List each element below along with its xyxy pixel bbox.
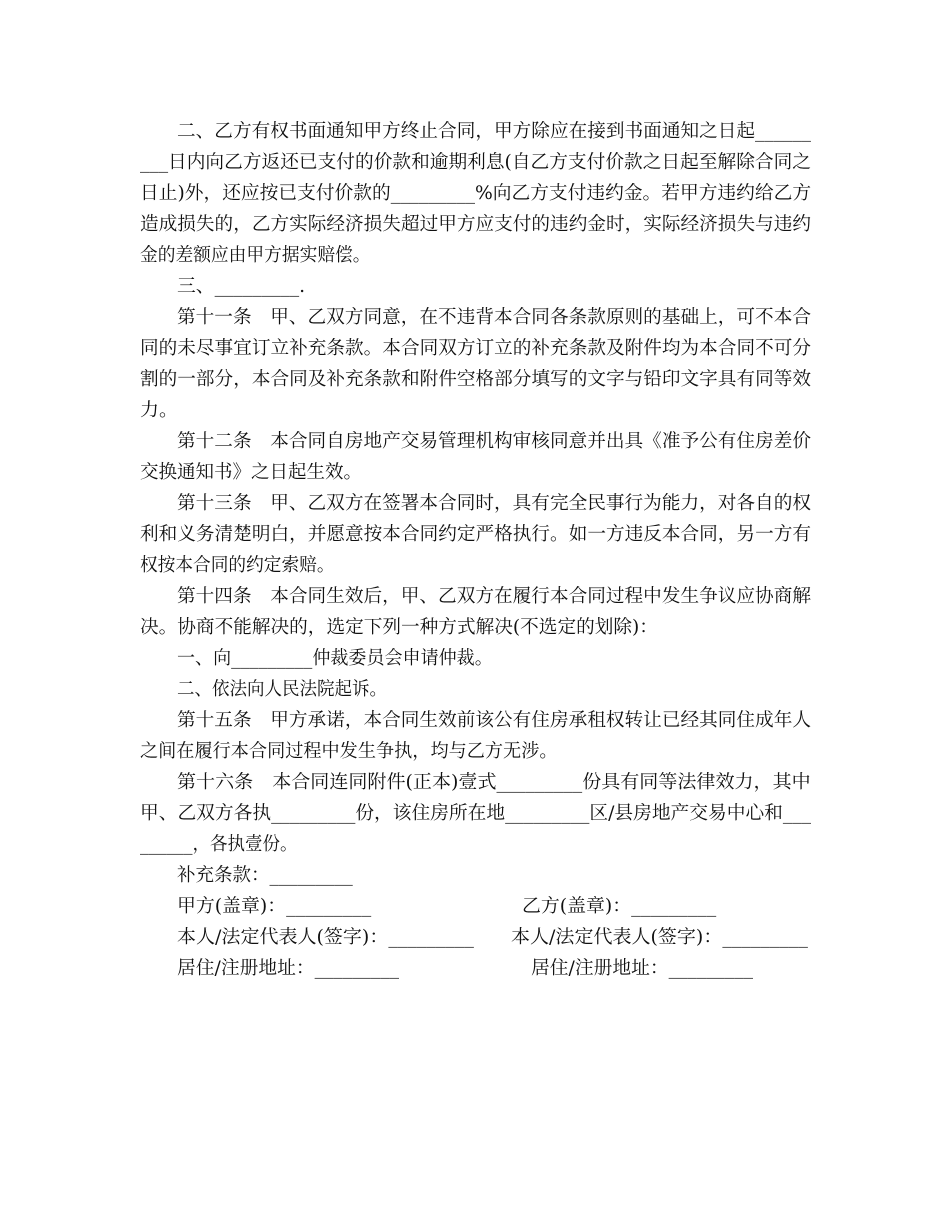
para-2-line-4: 造成损失的，乙方实际经济损失超过甲方应支付的违约金时，实际经济损失与违约 <box>140 214 812 235</box>
article-11-line-2: 同的未尽事宜订立补充条款。本合同双方订立的补充条款及附件均为本合同不可分 <box>140 338 812 359</box>
article-16-line-1: 第十六条 本合同连同附件(正本)壹式_________份具有同等法律效力，其中 <box>177 772 811 793</box>
para-2-line-3: 日止)外，还应按已支付价款的_________%向乙方支付违约金。若甲方违约给乙方 <box>140 183 812 204</box>
article-16-line-2: 甲、乙双方各执_________份，该住房所在地_________区/县房地产交易中心和___ <box>140 803 811 824</box>
party-b-representative-signature: 本人/法定代表人(签字)：_________ <box>511 927 808 948</box>
article-11-line-4: 力。 <box>140 400 179 421</box>
para-2-line-5: 金的差额应由甲方据实赔偿。 <box>140 245 371 266</box>
party-a-representative-signature: 本人/法定代表人(签字)：_________ <box>177 927 474 948</box>
party-a-address: 居住/注册地址：_________ <box>177 958 399 979</box>
option-2-litigation: 二、依法向人民法院起诉。 <box>177 679 388 700</box>
para-2-line-2: ___日内向乙方返还已支付的价款和逾期利息(自乙方支付价款之日起至解除合同之 <box>140 152 811 173</box>
article-11-line-3: 割的一部分，本合同及补充条款和附件空格部分填写的文字与铅印文字具有同等效 <box>140 369 812 390</box>
party-b-address: 居住/注册地址：_________ <box>531 958 753 979</box>
party-b-seal: 乙方(盖章)：_________ <box>522 896 717 917</box>
article-13-line-1: 第十三条 甲、乙双方在签署本合同时，具有完全民事行为能力，对各自的权 <box>177 493 812 514</box>
supplementary-terms: 补充条款：_________ <box>177 865 353 886</box>
option-1-arbitration: 一、向_________仲裁委员会申请仲裁。 <box>177 648 493 669</box>
article-13-line-3: 权按本合同的约定索赔。 <box>140 555 335 576</box>
article-16-line-3: ______，各执壹份。 <box>140 834 298 855</box>
para-2-line-1: 二、乙方有权书面通知甲方终止合同，甲方除应在接到书面通知之日起______ <box>177 121 812 142</box>
article-15-line-2: 之间在履行本合同过程中发生争执，均与乙方无涉。 <box>140 741 558 762</box>
party-a-seal: 甲方(盖章)：_________ <box>177 896 372 917</box>
article-14-line-1: 第十四条 本合同生效后，甲、乙双方在履行本合同过程中发生争议应协商解 <box>177 586 812 607</box>
article-12-line-1: 第十二条 本合同自房地产交易管理机构审核同意并出具《准予公有住房差价 <box>177 431 812 452</box>
article-13-line-2: 利和义务清楚明白，并愿意按本合同约定严格执行。如一方违反本合同，另一方有 <box>140 524 812 545</box>
item-3: 三、_________. <box>177 276 306 297</box>
article-12-line-2: 交换通知书》之日起生效。 <box>140 462 363 483</box>
article-11-line-1: 第十一条 甲、乙双方同意，在不违背本合同各条款原则的基础上，可不本合 <box>177 307 812 328</box>
article-15-line-1: 第十五条 甲方承诺，本合同生效前该公有住房承租权转让已经其同住成年人 <box>177 710 812 731</box>
article-14-line-2: 决。协商不能解决的，选定下列一种方式解决(不选定的划除)： <box>140 617 658 638</box>
